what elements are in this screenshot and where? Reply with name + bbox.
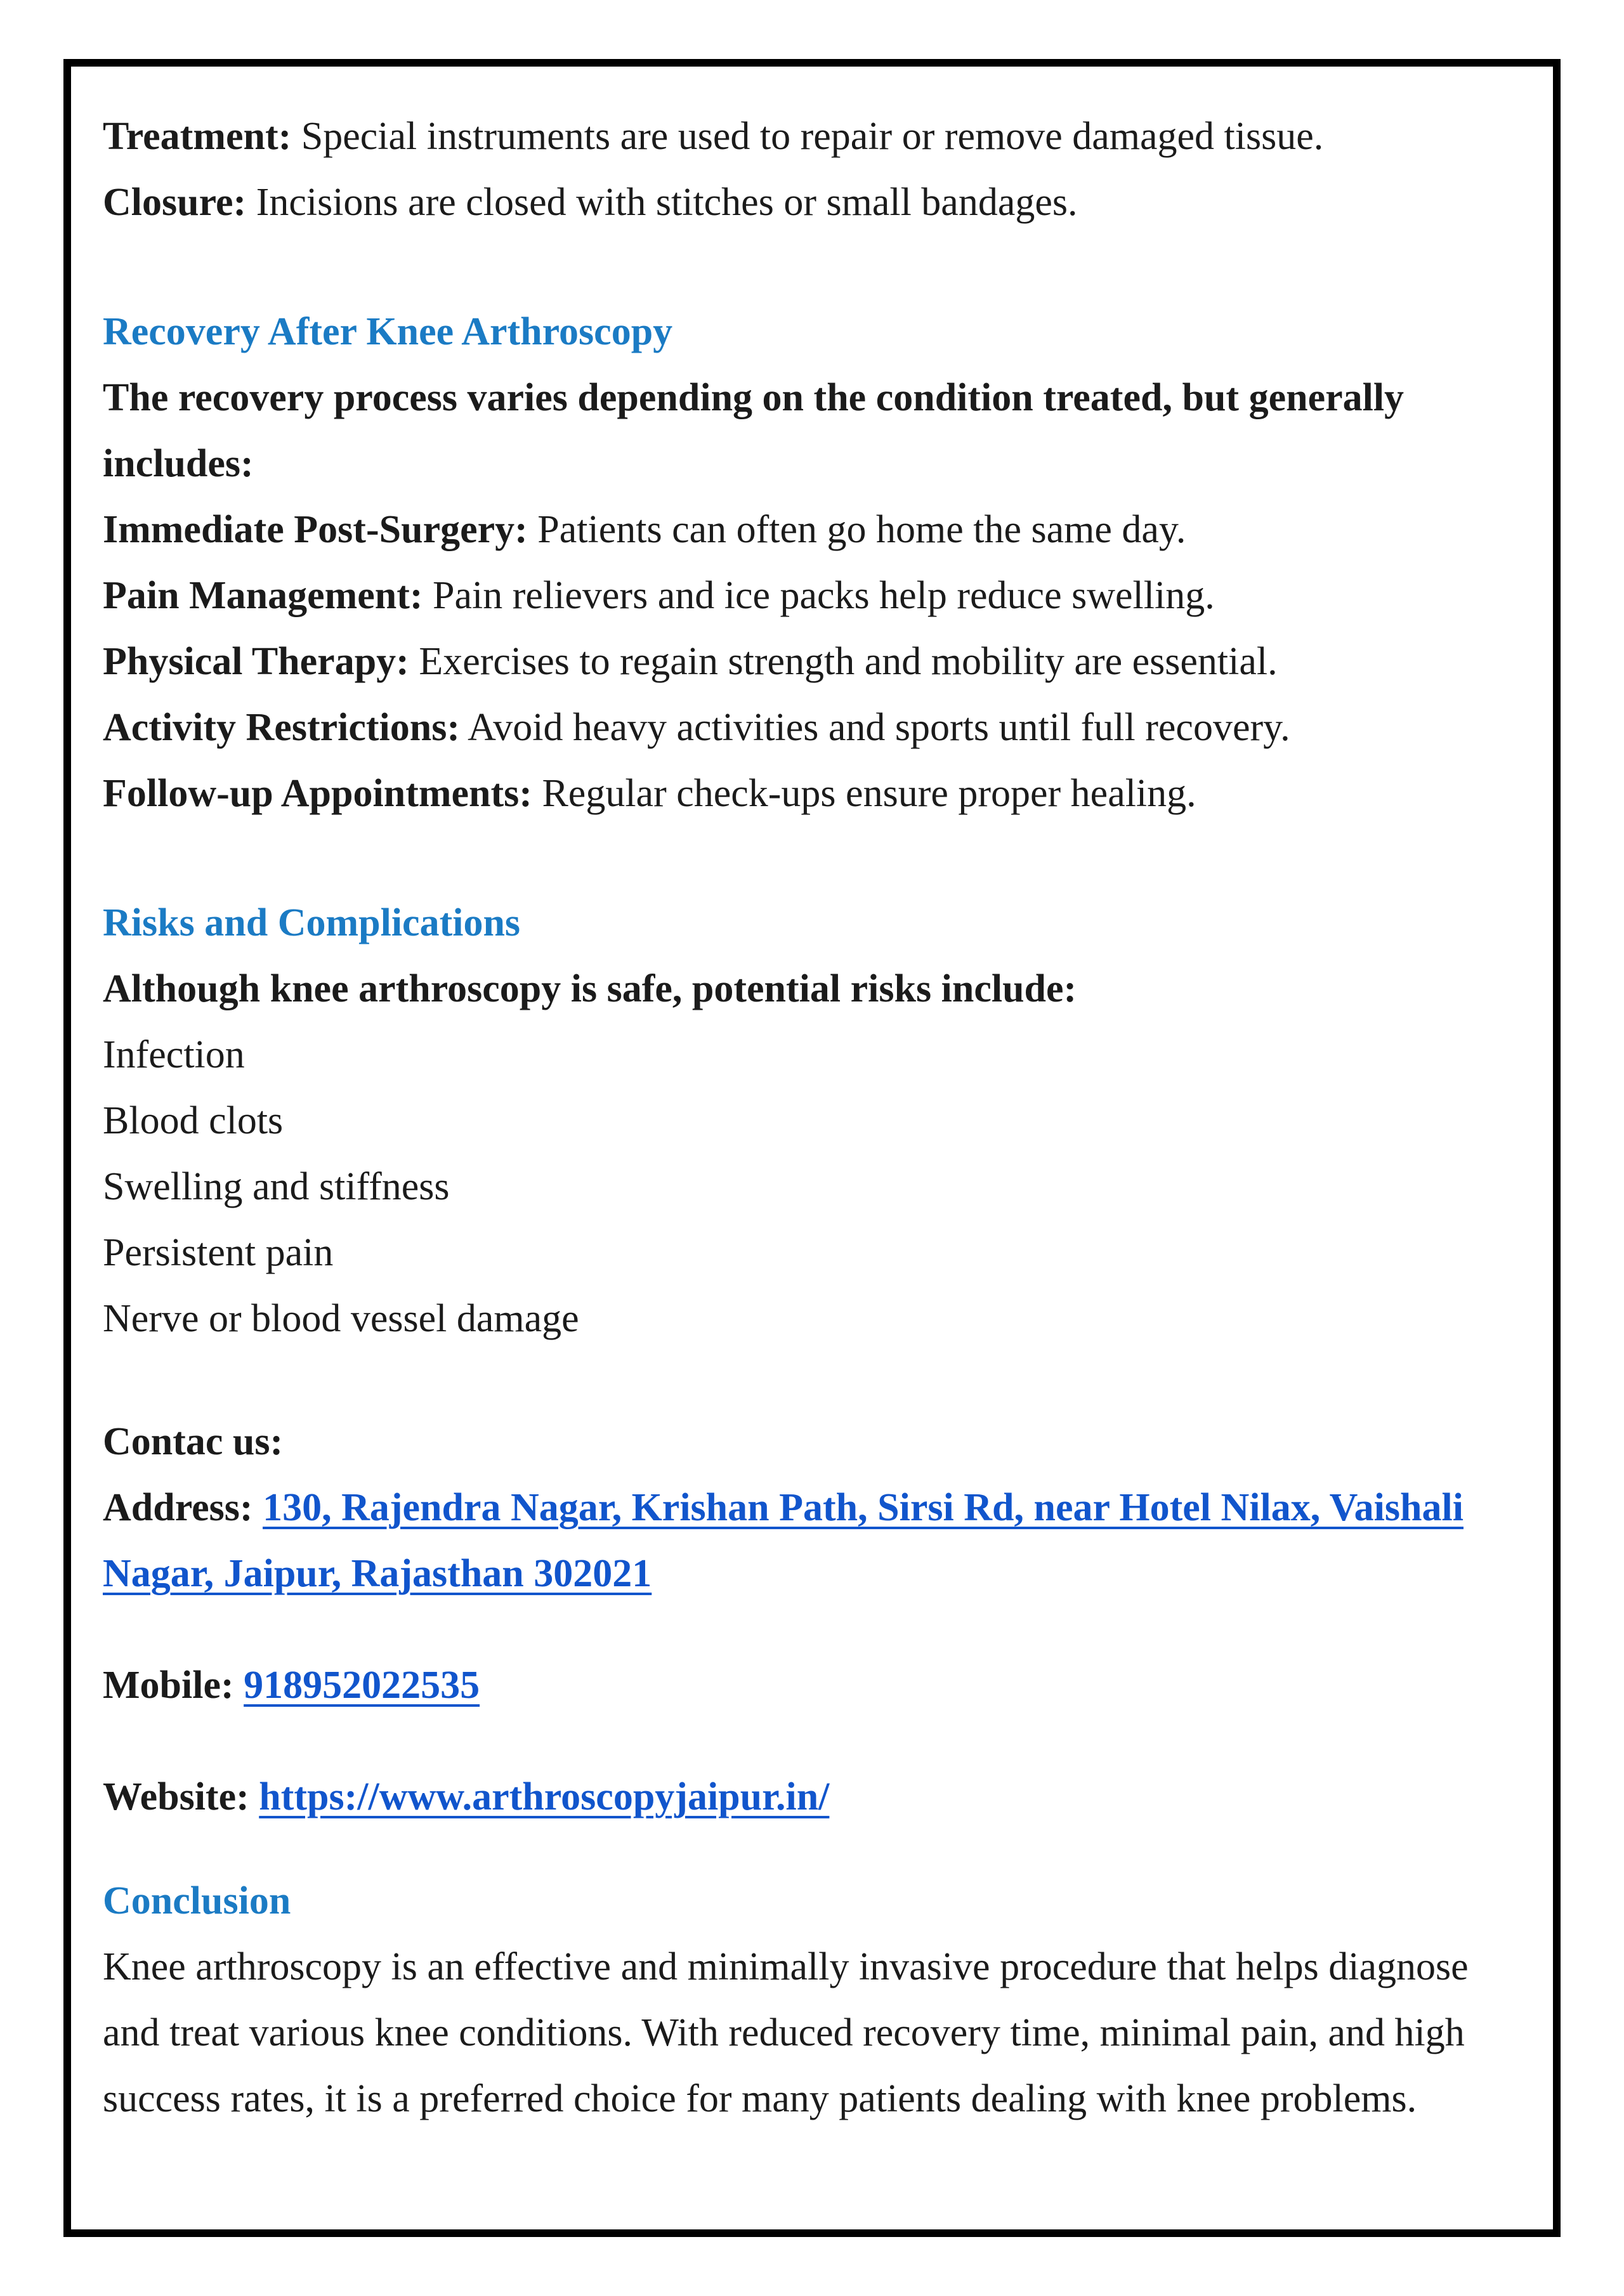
page-border-frame <box>63 59 1561 2237</box>
address-label: Address: <box>103 1486 253 1529</box>
recovery-item-text: Avoid heavy activities and sports until full recovery. <box>468 706 1290 749</box>
conclusion-text: Knee arthroscopy is an effective and minimally invasive procedure that helps diagnose and treat various knee conditions. With reduced recovery time, minimal pain, and high success rates, it is a preferred choice for many patients dealing with knee problems. <box>103 1945 1469 2120</box>
closure-label: Closure: <box>103 181 247 224</box>
risk-item: Persistent pain <box>103 1231 334 1274</box>
risk-item: Infection <box>103 1033 245 1076</box>
treatment-line <box>103 103 1515 169</box>
recovery-item <box>103 497 1515 563</box>
website-link[interactable]: https://www.arthroscopyjaipur.in/ <box>259 1775 830 1818</box>
risks-heading: Risks and Complications <box>103 901 521 944</box>
website-line <box>103 1764 1515 1830</box>
address-line <box>103 1475 1515 1607</box>
website-label: Website: <box>103 1775 249 1818</box>
closure-text: Incisions are closed with stitches or small bandages. <box>256 181 1078 224</box>
closure-line <box>103 169 1515 235</box>
recovery-intro: The recovery process varies depending on the condition treated, but generally includes: <box>103 376 1405 485</box>
recovery-item <box>103 629 1515 695</box>
address-link[interactable]: 130, Rajendra Nagar, Krishan Path, Sirsi Rd, near Hotel Nilax, Vaishali Nagar, Jaipur, Rajasthan 302021 <box>103 1486 1464 1595</box>
recovery-item-text: Pain relievers and ice packs help reduce swelling. <box>433 574 1215 617</box>
recovery-item-label: Follow-up Appointments: <box>103 772 532 815</box>
treatment-text: Special instruments are used to repair or remove damaged tissue. <box>301 115 1324 158</box>
recovery-item <box>103 760 1515 826</box>
risk-item: Nerve or blood vessel damage <box>103 1297 579 1340</box>
conclusion-heading: Conclusion <box>103 1879 291 1922</box>
recovery-item-label: Immediate Post-Surgery: <box>103 508 528 551</box>
recovery-item-text: Exercises to regain strength and mobility are essential. <box>419 640 1278 683</box>
recovery-item-label: Activity Restrictions: <box>103 706 460 749</box>
contact-heading: Contac us: <box>103 1420 284 1463</box>
treatment-label: Treatment: <box>103 115 292 158</box>
recovery-item-label: Pain Management: <box>103 574 423 617</box>
recovery-heading: Recovery After Knee Arthroscopy <box>103 310 673 353</box>
risk-item: Blood clots <box>103 1099 284 1142</box>
mobile-link[interactable]: 918952022535 <box>244 1664 480 1707</box>
recovery-item-text: Patients can often go home the same day. <box>537 508 1186 551</box>
recovery-item-label: Physical Therapy: <box>103 640 409 683</box>
mobile-line <box>103 1652 1515 1718</box>
recovery-item <box>103 695 1515 760</box>
risks-intro: Although knee arthroscopy is safe, potential risks include: <box>103 967 1077 1010</box>
risk-item: Swelling and stiffness <box>103 1165 450 1208</box>
recovery-item-text: Regular check-ups ensure proper healing. <box>542 772 1196 815</box>
mobile-label: Mobile: <box>103 1664 234 1707</box>
recovery-item <box>103 563 1515 629</box>
